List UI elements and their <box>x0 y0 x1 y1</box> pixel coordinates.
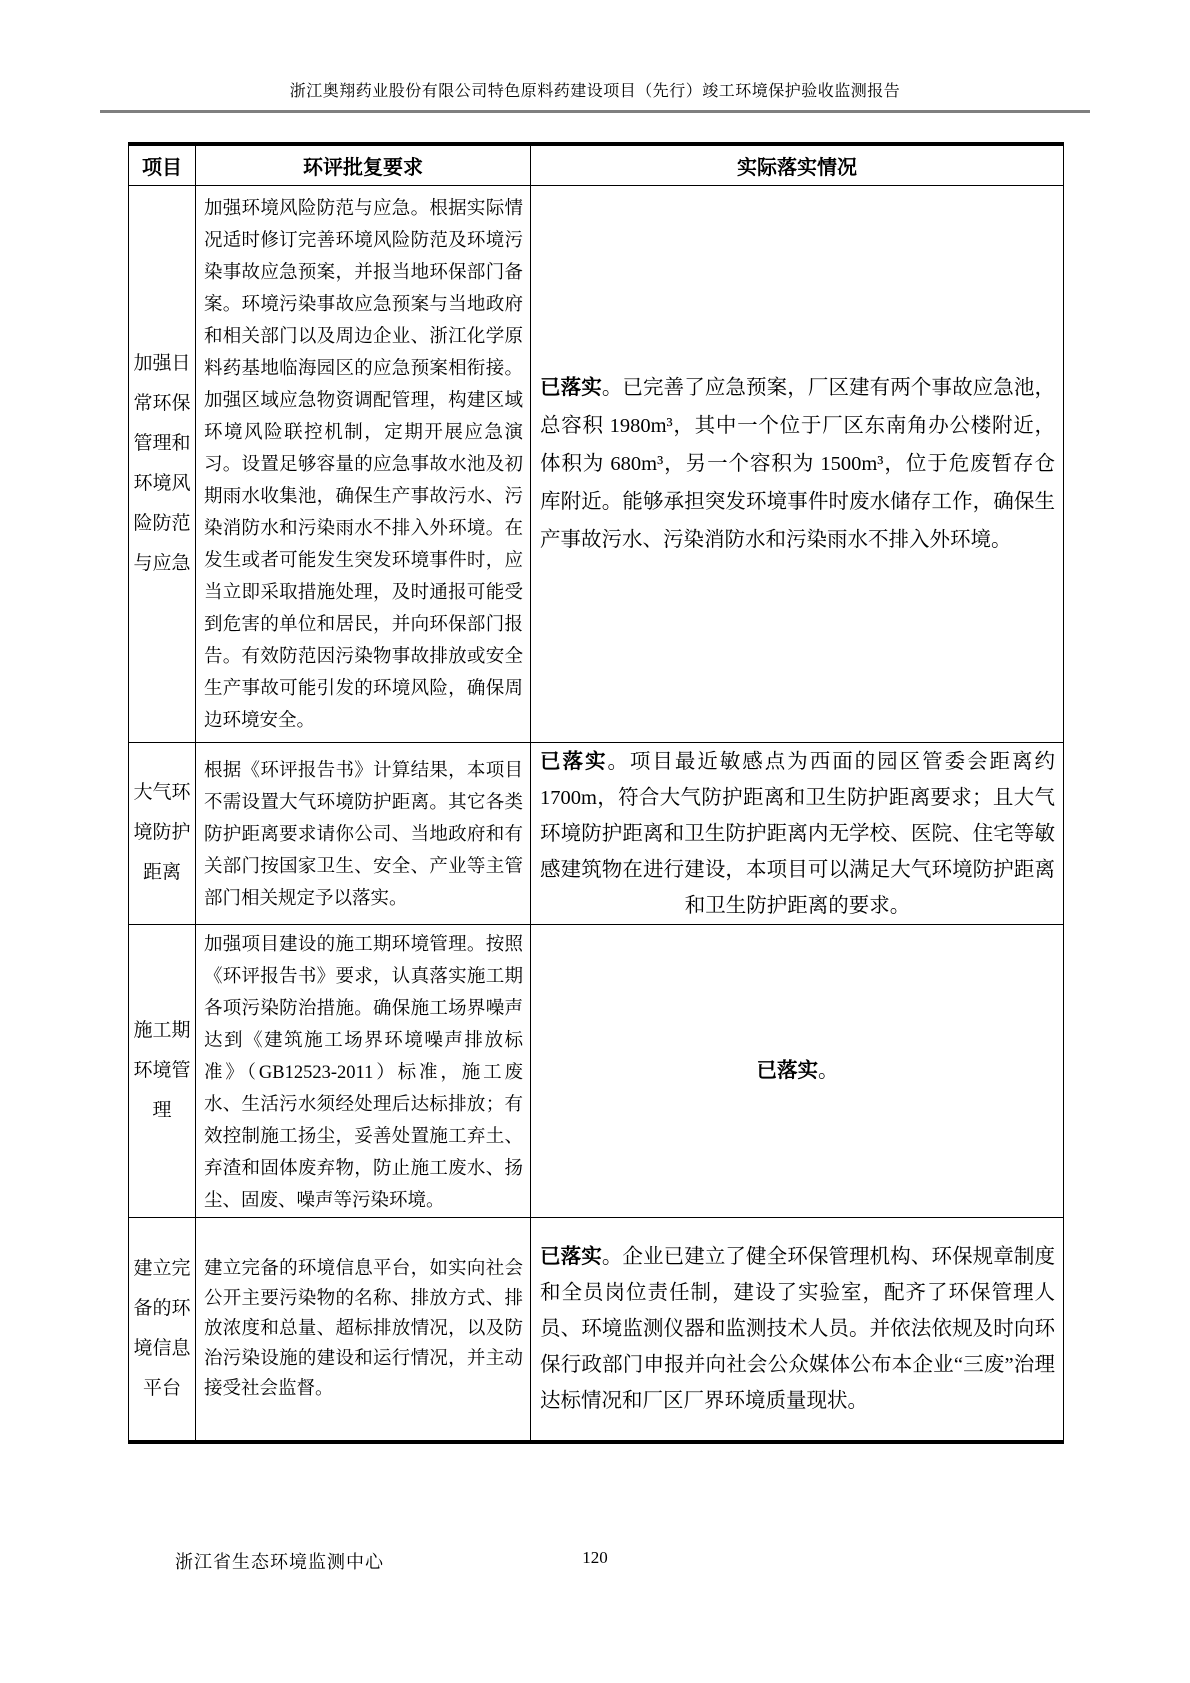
status-label: 已落实 <box>756 1060 818 1082</box>
table-row <box>129 1217 1064 1442</box>
item-label: 建立完备的环境信息平台 <box>129 1217 196 1442</box>
requirement-text: 根据《环评报告书》计算结果，本项目不需设置大气环境防护距离。其它各类防护距离要求请你公司、当地政府和有关部门按国家卫生、安全、产业等主管部门相关规定予以落实。 <box>196 742 531 924</box>
requirement-text: 加强环境风险防范与应急。根据实际情况适时修订完善环境风险防范及环境污染事故应急预案，并报当地环保部门备案。环境污染事故应急预案与当地政府和相关部门以及周边企业、浙江化学原料药基地临海园区的应急预案相衔接。加强区域应急物资调配管理，构建区域环境风险联控机制，定期开展应急演习。设置足够容量的应急事故水池及初期雨水收集池，确保生产事故污水、污染消防水和污染雨水不排入外环境。在发生或者可能发生突发环境事件时，应当立即采取措施处理，及时通报可能受到危害的单位和居民，并向环保部门报告。有效防范因污染物事故排放或安全生产事故可能引发的环境风险，确保周边环境安全。 <box>196 185 531 742</box>
status-label: 已落实 <box>540 377 602 399</box>
footer-organization: 浙江省生态环境监测中心 <box>175 1552 384 1572</box>
item-label: 加强日常环保管理和环境风险防范与应急 <box>129 185 196 742</box>
implementation-detail: 。 <box>818 1060 839 1082</box>
eia-approval-implementation-table <box>128 142 1064 1444</box>
table-header-row <box>129 144 1064 185</box>
item-label: 大气环境防护距离 <box>129 742 196 924</box>
status-label: 已落实 <box>540 1246 602 1269</box>
implementation-text <box>531 742 1064 924</box>
implementation-text <box>531 185 1064 742</box>
header-divider <box>100 110 1090 113</box>
table-row <box>129 742 1064 924</box>
column-header-item: 项目 <box>129 144 196 185</box>
column-header-implementation: 实际落实情况 <box>531 144 1064 185</box>
page-number: 120 <box>582 1548 608 1567</box>
requirement-text: 加强项目建设的施工期环境管理。按照《环评报告书》要求，认真落实施工期各项污染防治措施。确保施工场界噪声达到《建筑施工场界环境噪声排放标准》（GB12523-2011）标准，施工废水、生活污水须经处理后达标排放；有效控制施工扬尘，妥善处置施工弃土、弃渣和固体废弃物，防止施工废水、扬尘、固废、噪声等污染环境。 <box>196 924 531 1217</box>
column-header-requirement: 环评批复要求 <box>196 144 531 185</box>
requirement-text: 建立完备的环境信息平台，如实向社会公开主要污染物的名称、排放方式、排放浓度和总量、超标排放情况，以及防治污染设施的建设和运行情况，并主动接受社会监督。 <box>196 1217 531 1442</box>
implementation-text <box>531 1217 1064 1442</box>
document-title: 浙江奥翔药业股份有限公司特色原料药建设项目（先行）竣工环境保护验收监测报告 <box>289 83 901 100</box>
implementation-detail: 。企业已建立了健全环保管理机构、环保规章制度和全员岗位责任制，建设了实验室，配齐了环保管理人员、环境监测仪器和监测技术人员。并依法依规及时向环保行政部门申报并向社会公众媒体公布本企业“三废”治理达标情况和厂区厂界环境质量现状。 <box>540 1246 1055 1413</box>
table-row <box>129 924 1064 1217</box>
implementation-detail: 。已完善了应急预案，厂区建有两个事故应急池，总容积 1980m³，其中一个位于厂区东南角办公楼附近，体积为 680m³，另一个容积为 1500m³，位于危废暂存仓库附近。能够承担突发环境事件时废水储存工作，确保生产事故污水、污染消防水和污染雨水不排入外环境。 <box>540 377 1055 551</box>
implementation-detail: 。项目最近敏感点为西面的园区管委会距离约 1700m，符合大气防护距离和卫生防护距离要求；且大气环境防护距离和卫生防护距离内无学校、医院、住宅等敏感建筑物在进行建设，本项目可以满足大气环境防护距离和卫生防护距离的要求。 <box>540 750 1056 917</box>
item-label: 施工期环境管理 <box>129 924 196 1217</box>
table-row <box>129 185 1064 742</box>
implementation-text <box>531 924 1064 1217</box>
status-label: 已落实 <box>540 750 608 773</box>
